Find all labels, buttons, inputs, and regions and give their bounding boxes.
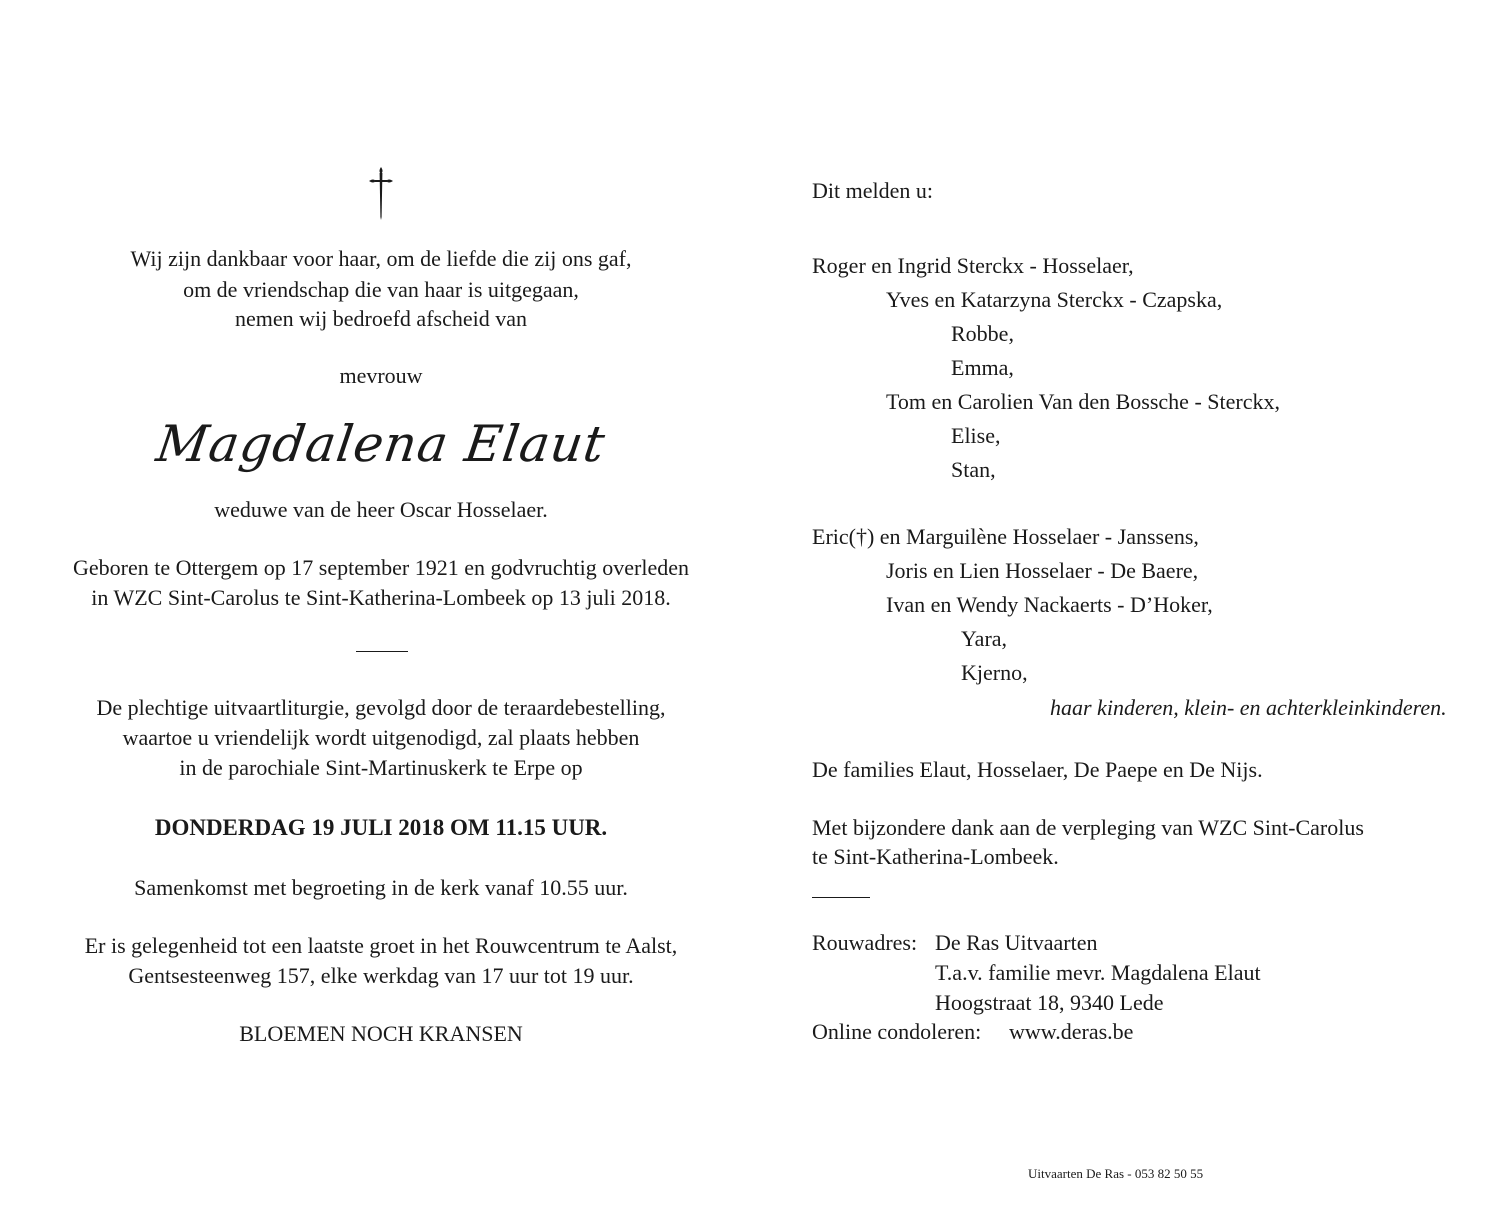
deceased-name: Magdalena Elaut (152, 415, 610, 473)
address-label: Rouwadres: (812, 930, 918, 955)
divider (356, 651, 408, 652)
family-member: Eric(†) en Marguilène Hosselaer - Janssens, (812, 524, 1199, 549)
family-member: Emma, (951, 355, 1014, 380)
liturgy-line: waartoe u vriendelijk wordt uitgenodigd, zal plaats hebben (122, 725, 640, 750)
birth-line: Geboren te Ottergem op 17 september 1921 en godvruchtig overleden (72, 555, 690, 580)
family-member: Kjerno, (961, 660, 1028, 685)
address-line: De Ras Uitvaarten (935, 930, 1098, 955)
thanks-line: Met bijzondere dank aan de verpleging van WZC Sint-Carolus (812, 815, 1364, 840)
farewell-line: Gentsesteenweg 157, elke werkdag van 17 uur tot 19 uur. (128, 963, 634, 988)
birth-line: in WZC Sint-Carolus te Sint-Katherina-Lombeek op 13 juli 2018. (91, 585, 671, 610)
online-link[interactable]: www.deras.be (1009, 1019, 1134, 1044)
announce-heading: Dit melden u: (812, 178, 933, 203)
family-member: Roger en Ingrid Sterckx - Hosselaer, (812, 253, 1134, 278)
salutation: mevrouw (339, 363, 423, 388)
relation-note: haar kinderen, klein- en achterkleinkinderen. (1050, 695, 1447, 720)
farewell-line: Er is gelegenheid tot een laatste groet in het Rouwcentrum te Aalst, (84, 933, 678, 958)
family-member: Yara, (961, 626, 1008, 651)
gathering-line: Samenkomst met begroeting in de kerk vanaf 10.55 uur. (134, 875, 628, 900)
online-label: Online condoleren: (812, 1019, 982, 1044)
address-line: Hoogstraat 18, 9340 Lede (935, 990, 1164, 1015)
address-line: T.a.v. familie mevr. Magdalena Elaut (935, 960, 1261, 985)
intro-line: nemen wij bedroefd afscheid van (235, 306, 527, 331)
family-member: Stan, (951, 457, 996, 482)
intro-line: Wij zijn dankbaar voor haar, om de liefde die zij ons gaf, (130, 246, 632, 271)
family-member: Ivan en Wendy Nackaerts - D’Hoker, (886, 592, 1213, 617)
flowers-note: BLOEMEN NOCH KRANSEN (239, 1021, 523, 1046)
liturgy-line: in de parochiale Sint-Martinuskerk te Erpe op (179, 755, 583, 780)
thanks-line: te Sint-Katherina-Lombeek. (812, 844, 1059, 869)
funeral-date: DONDERDAG 19 JULI 2018 OM 11.15 UUR. (154, 815, 608, 840)
intro-line: om de vriendschap die van haar is uitgegaan, (183, 277, 579, 302)
divider (812, 897, 870, 898)
family-member: Robbe, (951, 321, 1014, 346)
families-line: De families Elaut, Hosselaer, De Paepe en De Nijs. (812, 757, 1263, 782)
family-member: Yves en Katarzyna Sterckx - Czapska, (886, 287, 1223, 312)
widow-line: weduwe van de heer Oscar Hosselaer. (214, 497, 548, 522)
cross-icon (368, 166, 394, 220)
family-member: Joris en Lien Hosselaer - De Baere, (886, 558, 1199, 583)
family-member: Tom en Carolien Van den Bossche - Sterckx, (886, 389, 1280, 414)
liturgy-line: De plechtige uitvaartliturgie, gevolgd door de teraardebestelling, (96, 695, 666, 720)
family-member: Elise, (951, 423, 1001, 448)
footer-credit: Uitvaarten De Ras - 053 82 50 55 (1028, 1166, 1204, 1181)
